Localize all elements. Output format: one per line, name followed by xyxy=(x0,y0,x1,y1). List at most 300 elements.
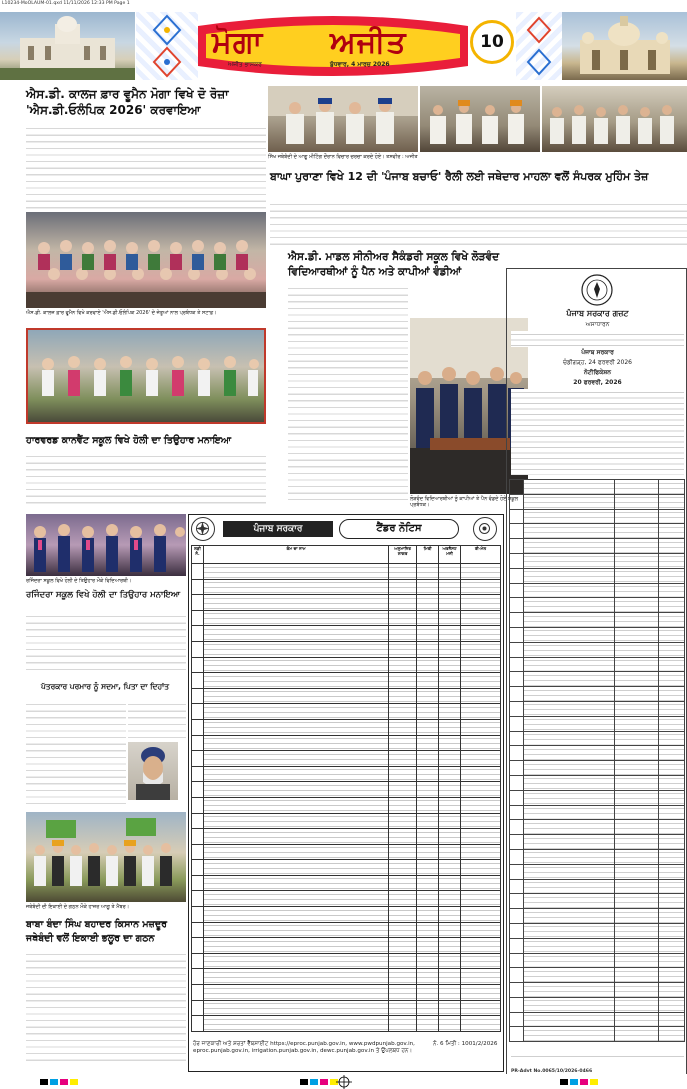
tender-cell xyxy=(439,610,461,626)
gazette-cell xyxy=(615,864,659,879)
tender-cell xyxy=(389,922,417,938)
tender-row xyxy=(192,782,501,798)
tender-cell xyxy=(192,704,204,720)
gazette-cell xyxy=(615,553,659,568)
page-number-badge xyxy=(470,20,514,64)
gazette-cell xyxy=(510,1027,524,1042)
gazette-cell xyxy=(615,835,659,850)
gazette-cell xyxy=(659,1027,685,1042)
gazette-cell xyxy=(659,480,685,495)
tender-cell xyxy=(192,922,204,938)
gazette-cell xyxy=(659,820,685,835)
department-seal-icon xyxy=(473,517,497,541)
tender-cell xyxy=(192,610,204,626)
gazette-cell xyxy=(523,701,614,716)
body-holi-1 xyxy=(26,452,266,508)
gazette-cell xyxy=(523,731,614,746)
tender-cell xyxy=(439,766,461,782)
tender-row xyxy=(192,969,501,985)
tender-cell xyxy=(203,969,388,985)
masthead-city: ਮੋਗਾ xyxy=(212,25,264,60)
tender-cell xyxy=(461,1016,501,1032)
tender-col-email: ਈ-ਮੇਲ xyxy=(461,546,501,564)
gazette-cell xyxy=(659,1012,685,1027)
gazette-cell xyxy=(659,657,685,672)
tender-cell xyxy=(203,751,388,767)
tender-row xyxy=(192,907,501,923)
gazette-cell xyxy=(615,1012,659,1027)
tender-cell xyxy=(461,735,501,751)
gazette-cell xyxy=(510,909,524,924)
tender-cell xyxy=(439,595,461,611)
tender-cell xyxy=(417,1000,439,1016)
tender-row xyxy=(192,766,501,782)
tender-cell xyxy=(417,751,439,767)
headline-school: ਐਸ.ਡੀ. ਮਾਡਲ ਸੀਨੀਅਰ ਸੈਕੰਡਰੀ ਸਕੂਲ ਵਿਖੇ ਲੋੜਵੰਦ ਵਿਦਿਆਰਥੀਆਂ ਨੂੰ ਪੈਨ ਅਤੇ ਕਾਪੀਆਂ ਵੰਡੀਆਂ xyxy=(288,251,500,278)
tender-cell xyxy=(192,813,204,829)
gazette-cell xyxy=(523,524,614,539)
gazette-cell xyxy=(523,879,614,894)
body-obituary xyxy=(26,700,126,806)
gazette-cell xyxy=(523,761,614,776)
tender-cell xyxy=(417,891,439,907)
gazette-cell xyxy=(523,627,614,642)
tender-cell xyxy=(417,953,439,969)
gazette-cell xyxy=(659,642,685,657)
caption-union: ਜਥੇਬੰਦੀ ਦੀ ਇਕਾਈ ਦੇ ਗਠਨ ਮੌਕੇ ਹਾਜ਼ਰ ਆਗੂ ਤੇ ਮੈਂਬਰ। xyxy=(26,904,130,910)
tender-cell xyxy=(439,844,461,860)
gazette-cell xyxy=(523,672,614,687)
tender-cell xyxy=(203,1000,388,1016)
tender-cell xyxy=(417,829,439,845)
tender-row xyxy=(192,719,501,735)
tender-cell xyxy=(439,626,461,642)
gazette-row xyxy=(510,672,685,687)
gazette-cell xyxy=(510,642,524,657)
tender-cell xyxy=(439,938,461,954)
tender-row xyxy=(192,985,501,1001)
tender-cell xyxy=(203,782,388,798)
tender-row xyxy=(192,564,501,580)
gazette-cell xyxy=(659,879,685,894)
tender-title: ਟੈਂਡਰ ਨੋਟਿਸ xyxy=(339,519,459,539)
tender-cell xyxy=(389,626,417,642)
gazette-cell xyxy=(615,480,659,495)
decoration-left xyxy=(136,12,198,80)
tender-cell xyxy=(461,953,501,969)
photo-meeting-2 xyxy=(420,86,540,152)
gazette-cell xyxy=(659,968,685,983)
photo-holi-1 xyxy=(26,328,266,424)
gazette-cell xyxy=(510,583,524,598)
gazette-cell xyxy=(510,805,524,820)
page-number: 10 xyxy=(480,32,504,52)
gazette-cell xyxy=(523,938,614,953)
gazette-number: 20 ਫਰਵਰੀ, 2026 xyxy=(573,379,622,386)
body-union xyxy=(26,950,186,1066)
gazette-cell xyxy=(510,820,524,835)
gazette-cell xyxy=(659,997,685,1012)
tender-cell xyxy=(203,985,388,1001)
gazette-row xyxy=(510,716,685,731)
tender-cell xyxy=(439,860,461,876)
gazette-row xyxy=(510,746,685,761)
gazette-cell xyxy=(659,568,685,583)
gazette-row xyxy=(510,568,685,583)
gazette-cell xyxy=(659,716,685,731)
photo-meeting-3 xyxy=(542,86,687,152)
gazette-cell xyxy=(615,894,659,909)
gazette-cell xyxy=(615,997,659,1012)
tender-cell xyxy=(203,766,388,782)
gazette-cell xyxy=(659,909,685,924)
tender-cell xyxy=(439,735,461,751)
caption-holi-2: ਰਜਿੰਦਰਾ ਸਕੂਲ ਵਿਖੇ ਹੋਲੀ ਦੇ ਤਿਉਹਾਰ ਮੌਕੇ ਵਿਦਿਆਰਥੀ। xyxy=(26,578,132,584)
tender-cell xyxy=(203,891,388,907)
tender-cell xyxy=(192,641,204,657)
tender-cell xyxy=(203,907,388,923)
tender-row xyxy=(192,579,501,595)
tender-cell xyxy=(203,938,388,954)
gazette-cell xyxy=(510,627,524,642)
tender-row xyxy=(192,875,501,891)
gazette-row xyxy=(510,909,685,924)
gazette-cell xyxy=(523,775,614,790)
tender-cell xyxy=(192,1016,204,1032)
tender-cell xyxy=(439,579,461,595)
tender-cell xyxy=(417,564,439,580)
tender-cell xyxy=(461,938,501,954)
gazette-cell xyxy=(523,909,614,924)
gazette-cell xyxy=(659,583,685,598)
gazette-row xyxy=(510,775,685,790)
caption-meeting: ਸਿੱਖ ਜਥੇਬੰਦੀ ਦੇ ਆਗੂ ਮੀਟਿੰਗ ਦੌਰਾਨ ਵਿਚਾਰ ਚਰਚਾ ਕਰਦੇ ਹੋਏ। ਤਸਵੀਰ : ਅਜੀਤ xyxy=(268,154,418,160)
tender-cell xyxy=(389,782,417,798)
tender-cell xyxy=(203,829,388,845)
gazette-row xyxy=(510,997,685,1012)
gazette-cell xyxy=(510,687,524,702)
gazette-cell xyxy=(659,687,685,702)
gazette-cell xyxy=(659,849,685,864)
gazette-cell xyxy=(523,790,614,805)
gazette-cell xyxy=(659,598,685,613)
tender-cell xyxy=(192,579,204,595)
tender-cell xyxy=(439,813,461,829)
gazette-cell xyxy=(659,835,685,850)
gazette-cell xyxy=(659,539,685,554)
gazette-notice xyxy=(506,268,687,1080)
gazette-cell xyxy=(659,864,685,879)
tender-row xyxy=(192,1000,501,1016)
tender-row xyxy=(192,641,501,657)
tender-cell xyxy=(439,564,461,580)
photo-holi-2 xyxy=(26,514,186,576)
title-panel xyxy=(198,12,468,80)
gazette-cell xyxy=(523,642,614,657)
tender-cell xyxy=(461,797,501,813)
gazette-cell xyxy=(615,583,659,598)
gazette-row xyxy=(510,613,685,628)
gazette-cell xyxy=(615,879,659,894)
tender-cell xyxy=(439,719,461,735)
gazette-cell xyxy=(523,494,614,509)
gazette-row xyxy=(510,701,685,716)
gazette-cell xyxy=(523,480,614,495)
tender-cell xyxy=(203,595,388,611)
tender-cell xyxy=(192,829,204,845)
tender-row xyxy=(192,626,501,642)
gazette-cell xyxy=(510,657,524,672)
gazette-cell xyxy=(615,642,659,657)
tender-cell xyxy=(203,641,388,657)
gazette-cell xyxy=(510,524,524,539)
gazette-cell xyxy=(615,731,659,746)
scan-header: L10234-MoOLAUM-01.qxd 11/11/2026 12:33 PM Page 1 xyxy=(2,1,130,6)
tender-cell xyxy=(417,595,439,611)
gazette-row xyxy=(510,1012,685,1027)
gazette-cell xyxy=(523,657,614,672)
tender-cell xyxy=(417,875,439,891)
headline-obituary: ਪੱਤਰਕਾਰ ਪਰਮਾਰ ਨੂੰ ਸਦਮਾ, ਪਿਤਾ ਦਾ ਦਿਹਾਂਤ xyxy=(40,682,170,691)
gazette-row xyxy=(510,968,685,983)
gazette-cell xyxy=(615,968,659,983)
tender-cell xyxy=(389,813,417,829)
gazette-cell xyxy=(659,953,685,968)
tender-cell xyxy=(203,704,388,720)
tender-cell xyxy=(192,735,204,751)
tender-cell xyxy=(439,1000,461,1016)
gazette-cell xyxy=(523,1027,614,1042)
tender-cell xyxy=(439,1016,461,1032)
tender-cell xyxy=(389,844,417,860)
tender-row xyxy=(192,657,501,673)
tender-cell xyxy=(417,985,439,1001)
gazette-cell xyxy=(523,849,614,864)
tender-cell xyxy=(461,891,501,907)
gazette-cell xyxy=(615,613,659,628)
tender-cell xyxy=(192,657,204,673)
gazette-cell xyxy=(510,716,524,731)
tender-cell xyxy=(461,657,501,673)
gazette-cell xyxy=(523,716,614,731)
gazette-notice-label: ਨੋਟੀਫਿਕੇਸ਼ਨ xyxy=(583,369,612,376)
tender-footer: ਹੋਰ ਜਾਣਕਾਰੀ ਅਤੇ ਸ਼ਰਤਾਂ ਵੈੱਬਸਾਈਟ https://eproc.punjab.gov.in, www.pwdpunjab.gov.in, eproc.punjab.gov.in, irrigation.punjab.gov.in, dewc.punjab.gov.in ਤੇ ਉਪਲਬਧ ਹਨ। xyxy=(193,1041,415,1054)
tender-cell xyxy=(389,1016,417,1032)
gazette-row xyxy=(510,953,685,968)
tender-cell xyxy=(417,813,439,829)
tender-cell xyxy=(203,875,388,891)
tender-col-work: ਕੰਮ ਦਾ ਨਾਮ xyxy=(203,546,388,564)
tender-cell xyxy=(203,626,388,642)
tender-cell xyxy=(417,860,439,876)
gazette-cell xyxy=(523,894,614,909)
punjab-emblem-icon xyxy=(191,517,215,541)
gazette-title: ਪੰਜਾਬ ਸਰਕਾਰ ਗਜ਼ਟ xyxy=(566,309,629,318)
tender-cell xyxy=(192,595,204,611)
gazette-cell xyxy=(523,953,614,968)
headline-bagha: ਬਾਘਾ ਪੁਰਾਣਾ ਵਿਖੇ 12 ਦੀ 'ਪੰਜਾਬ ਬਚਾਓ' ਰੈਲੀ ਲਈ ਜਥੇਦਾਰ ਮਾਹਲਾ ਵਲੋਂ ਸੰਪਰਕ ਮੁਹਿੰਮ ਤੇਜ਼ xyxy=(270,170,649,183)
tender-cell xyxy=(192,673,204,689)
tender-cell xyxy=(461,719,501,735)
tender-cell xyxy=(461,751,501,767)
tender-cell xyxy=(461,626,501,642)
gazette-cell xyxy=(523,820,614,835)
tender-cell xyxy=(439,985,461,1001)
gazette-cell xyxy=(523,598,614,613)
headline-holi-2: ਰਜਿੰਦਰਾ ਸਕੂਲ ਵਿਖੇ ਹੋਲੀ ਦਾ ਤਿਉਹਾਰ ਮਨਾਇਆ xyxy=(26,590,181,600)
tender-cell xyxy=(439,922,461,938)
gazette-row xyxy=(510,509,685,524)
gazette-date: ਚੰਡੀਗੜ੍ਹ, 24 ਫਰਵਰੀ 2026 xyxy=(563,359,632,366)
gazette-cell xyxy=(659,761,685,776)
gazette-cell xyxy=(615,598,659,613)
gazette-row xyxy=(510,494,685,509)
tender-cell xyxy=(389,891,417,907)
gazette-table xyxy=(509,479,685,1042)
tender-cell xyxy=(461,579,501,595)
tender-cell xyxy=(192,844,204,860)
tender-cell xyxy=(417,579,439,595)
gazette-cell xyxy=(615,672,659,687)
tender-cell xyxy=(192,766,204,782)
tender-cell xyxy=(417,922,439,938)
tender-cell xyxy=(461,829,501,845)
gazette-cell xyxy=(659,923,685,938)
gazette-cell xyxy=(510,746,524,761)
tender-cell xyxy=(389,969,417,985)
gazette-cell xyxy=(510,761,524,776)
gazette-row xyxy=(510,480,685,495)
gazette-cell xyxy=(523,983,614,998)
gazette-row xyxy=(510,820,685,835)
tender-cell xyxy=(439,782,461,798)
tender-cell xyxy=(417,688,439,704)
temple-photo-left xyxy=(0,12,135,80)
masthead-paper: ਅਜੀਤ xyxy=(330,25,407,60)
gazette-cell xyxy=(510,509,524,524)
tender-cell xyxy=(192,953,204,969)
tender-cell xyxy=(439,875,461,891)
tender-row xyxy=(192,595,501,611)
photo-college-group xyxy=(26,212,266,308)
gazette-row xyxy=(510,983,685,998)
caption-college: ਐਸ.ਡੀ. ਕਾਲਜ ਫ਼ਾਰ ਵੂਮੈਨ ਵਿਖੇ ਕਰਵਾਏ 'ਐਸ.ਡੀ.ਓਲੰਪਿਕ 2026' ਦੇ ਜੇਤੂਆਂ ਨਾਲ ਪ੍ਰਬੰਧਕ ਤੇ ਸਟਾਫ਼। xyxy=(26,310,217,316)
gazette-cell xyxy=(659,731,685,746)
tender-cell xyxy=(192,938,204,954)
tender-cell xyxy=(389,875,417,891)
tender-cell xyxy=(192,626,204,642)
tender-cell xyxy=(192,797,204,813)
masthead-date: ਬੁੱਧਵਾਰ, 4 ਮਾਰਚ 2026 xyxy=(330,61,390,68)
gazette-cell xyxy=(510,968,524,983)
gazette-cell xyxy=(659,672,685,687)
tender-cell xyxy=(192,907,204,923)
gazette-cell xyxy=(510,553,524,568)
tender-cell xyxy=(461,922,501,938)
tender-cell xyxy=(389,673,417,689)
gazette-cell xyxy=(510,613,524,628)
tender-cell xyxy=(192,985,204,1001)
gazette-sign-text xyxy=(511,1053,684,1061)
tender-brand: ਪੰਜਾਬ ਸਰਕਾਰ xyxy=(223,521,333,537)
gazette-cell xyxy=(523,1012,614,1027)
gazette-cell xyxy=(510,849,524,864)
gazette-row xyxy=(510,657,685,672)
gazette-cell xyxy=(659,775,685,790)
tender-cell xyxy=(417,844,439,860)
tender-col-date: ਮਿਤੀ xyxy=(417,546,439,564)
gazette-row xyxy=(510,835,685,850)
gazette-cell xyxy=(659,553,685,568)
tender-cell xyxy=(389,688,417,704)
gazette-row xyxy=(510,553,685,568)
tender-row xyxy=(192,704,501,720)
gazette-cell xyxy=(523,923,614,938)
tender-cell xyxy=(389,735,417,751)
photo-union xyxy=(26,812,186,902)
tender-row xyxy=(192,797,501,813)
tender-table xyxy=(191,545,501,1032)
gazette-cell xyxy=(510,894,524,909)
tender-cell xyxy=(192,875,204,891)
gazette-subtitle: ਅਸਾਧਾਰਨ xyxy=(585,321,610,328)
tender-ref: ਨੰ. 6 ਮਿਤੀ : 1001/2/2026 xyxy=(433,1041,498,1047)
tender-cell xyxy=(389,704,417,720)
tender-cell xyxy=(203,797,388,813)
gazette-cell xyxy=(615,568,659,583)
gazette-row xyxy=(510,761,685,776)
gazette-cell xyxy=(523,568,614,583)
tender-cell xyxy=(439,891,461,907)
gazette-cell xyxy=(659,701,685,716)
photo-meeting-1 xyxy=(268,86,418,152)
tender-cell xyxy=(439,751,461,767)
tender-cell xyxy=(461,766,501,782)
gazette-header-text xyxy=(511,331,684,347)
gazette-cell xyxy=(615,746,659,761)
tender-cell xyxy=(389,595,417,611)
caption-school: ਲੋੜਵੰਦ ਵਿਦਿਆਰਥੀਆਂ ਨੂੰ ਕਾਪੀਆਂ ਤੇ ਪੈਨ ਵੰਡਦੇ ਹੋਏ ਸਕੂਲ ਪ੍ਰਬੰਧਕ। xyxy=(410,496,519,508)
gazette-cell xyxy=(510,568,524,583)
tender-cell xyxy=(203,657,388,673)
gazette-cell xyxy=(510,775,524,790)
gazette-cell xyxy=(659,613,685,628)
tender-cell xyxy=(203,1016,388,1032)
tender-cell xyxy=(461,985,501,1001)
masthead-publisher: ਅਜੀਤ ਭਾਸਕਰ xyxy=(228,61,262,68)
photo-obituary xyxy=(128,742,178,800)
gazette-cell xyxy=(523,997,614,1012)
gazette-cell xyxy=(659,494,685,509)
gazette-row xyxy=(510,627,685,642)
tender-cell xyxy=(461,704,501,720)
gazette-cell xyxy=(510,923,524,938)
gazette-cell xyxy=(615,953,659,968)
gazette-cell xyxy=(659,983,685,998)
tender-cell xyxy=(203,844,388,860)
tender-cell xyxy=(203,735,388,751)
tender-cell xyxy=(389,938,417,954)
tender-cell xyxy=(192,564,204,580)
gazette-row xyxy=(510,598,685,613)
gazette-cell xyxy=(523,864,614,879)
gazette-cell xyxy=(510,494,524,509)
gazette-cell xyxy=(510,701,524,716)
gazette-cell xyxy=(615,539,659,554)
headline-college: ਐਸ.ਡੀ. ਕਾਲਜ ਫ਼ਾਰ ਵੂਮੈਨ ਮੋਗਾ ਵਿਖੇ ਦੋ ਰੋਜ਼ਾ 'ਐਸ.ਡੀ.ਓਲੰਪਿਕ 2026' ਕਰਵਾਇਆ xyxy=(26,87,229,117)
tender-cell xyxy=(417,782,439,798)
tender-cell xyxy=(417,626,439,642)
